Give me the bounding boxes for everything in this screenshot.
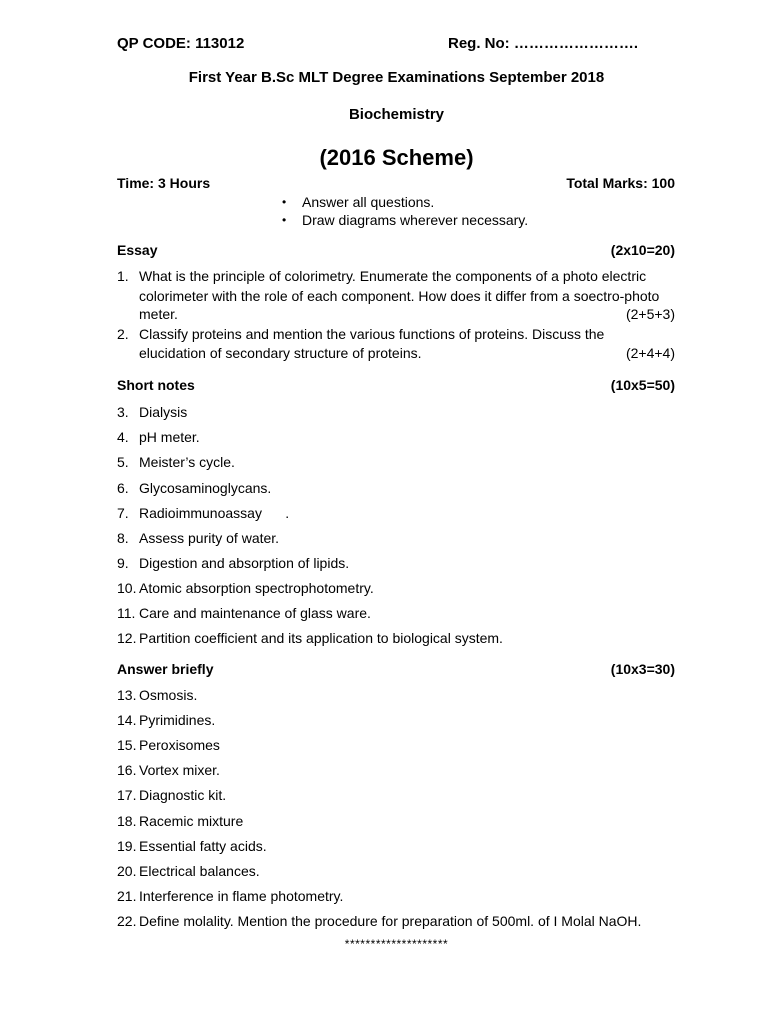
question-text: Pyrimidines. [139, 712, 216, 728]
question-6 [117, 480, 271, 496]
question-number: 13. [117, 687, 137, 703]
instructions-list [282, 193, 528, 229]
question-number: 19. [117, 838, 137, 854]
answer-briefly-heading: Answer briefly [117, 661, 214, 677]
question-text: Meister’s cycle. [139, 454, 235, 470]
question-1-line-3: meter. [139, 306, 178, 322]
short-notes-heading: Short notes [117, 377, 195, 393]
time: Time: 3 Hours [117, 175, 211, 191]
question-3 [117, 404, 187, 420]
question-18 [117, 813, 243, 829]
question-16 [117, 762, 220, 778]
question-number: 22. [117, 913, 137, 929]
question-number: 2. [117, 326, 129, 342]
question-number: 12. [117, 630, 137, 646]
question-number: 4. [117, 429, 129, 445]
question-number: 17. [117, 787, 137, 803]
question-text: Interference in flame photometry. [139, 888, 344, 904]
question-number: 3. [117, 404, 129, 420]
question-text: Radioimmunoassay . [139, 505, 290, 521]
question-number: 7. [117, 505, 129, 521]
question-10 [117, 580, 374, 596]
question-text: Digestion and absorption of lipids. [139, 555, 350, 571]
question-9 [117, 555, 349, 571]
question-number: 9. [117, 555, 129, 571]
question-22 [117, 913, 641, 929]
question-text: Essential fatty acids. [139, 838, 267, 854]
instruction-item: • Draw diagrams wherever necessary. [282, 211, 528, 229]
question-12 [117, 630, 503, 646]
question-number: 11. [117, 605, 136, 621]
question-number: 20. [117, 863, 137, 879]
question-8 [117, 530, 279, 546]
question-17 [117, 787, 226, 803]
end-of-paper-marker: ******************** [344, 937, 449, 951]
question-text: Osmosis. [139, 687, 198, 703]
question-text: pH meter. [139, 429, 200, 445]
question-number: 10. [117, 580, 137, 596]
question-15 [117, 737, 220, 753]
question-text: Assess purity of water. [139, 530, 280, 546]
answer-briefly-marks: (10x3=30) [610, 661, 675, 677]
question-13 [117, 687, 197, 703]
question-21 [117, 888, 343, 904]
scheme: (2016 Scheme) [319, 145, 474, 170]
exam-title: First Year B.Sc MLT Degree Examinations September 2018 [188, 69, 605, 86]
question-number: 18. [117, 813, 137, 829]
reg-no: Reg. No: ……………………. [448, 35, 638, 52]
total-marks: Total Marks: 100 [566, 175, 675, 191]
question-text: Peroxisomes [139, 737, 220, 753]
question-number: 1. [117, 268, 129, 284]
question-1-marks: (2+5+3) [625, 306, 675, 322]
short-notes-marks: (10x5=50) [610, 377, 675, 393]
question-5 [117, 454, 235, 470]
question-text: Glycosaminoglycans. [139, 480, 272, 496]
question-11 [117, 605, 371, 621]
essay-marks: (2x10=20) [610, 242, 675, 258]
question-number: 16. [117, 762, 137, 778]
qp-code: QP CODE: 113012 [117, 35, 245, 52]
question-number: 6. [117, 480, 129, 496]
question-number: 14. [117, 712, 137, 728]
subject: Biochemistry [348, 106, 445, 123]
question-text: What is the principle of colorimetry. Enumerate the components of a photo electric [139, 268, 647, 284]
question-4 [117, 429, 200, 445]
question-2-marks: (2+4+4) [625, 345, 675, 361]
essay-heading: Essay [117, 242, 158, 258]
question-20 [117, 863, 260, 879]
question-text: Define molality. Mention the procedure for preparation of 500ml. of I Molal NaOH. [139, 913, 642, 929]
question-text: Care and maintenance of glass ware. [139, 605, 371, 621]
question-number: 15. [117, 737, 137, 753]
question-2 [117, 326, 604, 342]
question-text: Partition coefficient and its application to biological system. [139, 630, 503, 646]
question-text: Electrical balances. [139, 863, 260, 879]
question-1-line-2: colorimeter with the role of each component. How does it differ from a soectro-photo [139, 288, 660, 304]
question-14 [117, 712, 215, 728]
question-text: Classify proteins and mention the various functions of proteins. Discuss the [139, 326, 605, 342]
question-1 [117, 268, 646, 284]
question-19 [117, 838, 267, 854]
question-2-line-2: elucidation of secondary structure of proteins. [139, 345, 422, 361]
question-text: Vortex mixer. [139, 762, 220, 778]
question-text: Racemic mixture [139, 813, 244, 829]
question-number: 5. [117, 454, 129, 470]
question-7 [117, 505, 289, 521]
question-text: Atomic absorption spectrophotometry. [139, 580, 374, 596]
instruction-item: • Answer all questions. [282, 193, 528, 211]
question-number: 8. [117, 530, 129, 546]
question-text: Diagnostic kit. [139, 787, 227, 803]
question-text: Dialysis [139, 404, 188, 420]
question-number: 21. [117, 888, 137, 904]
